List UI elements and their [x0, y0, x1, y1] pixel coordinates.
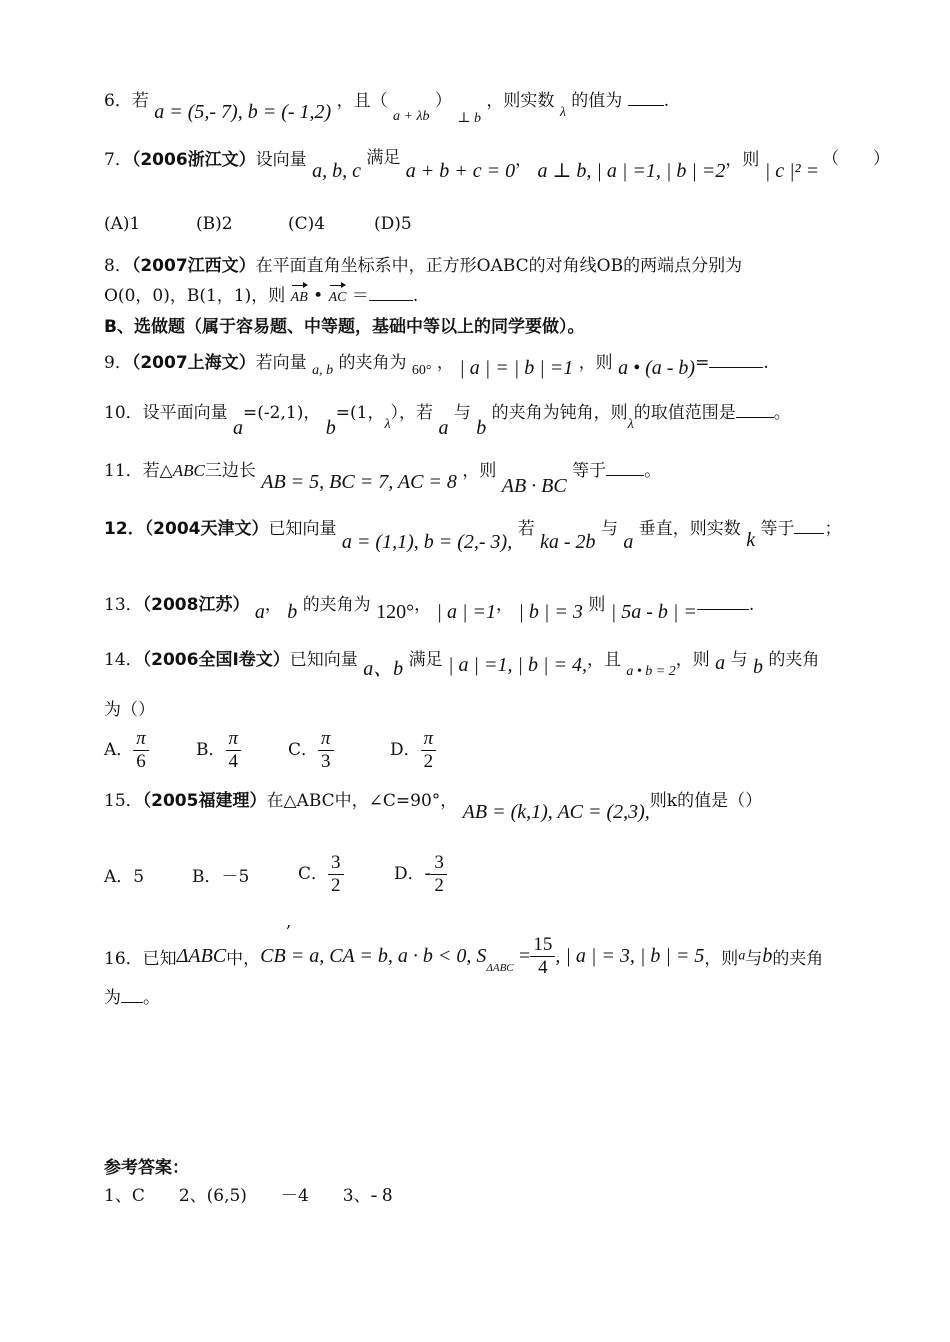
q14-option-c[interactable]: C． $\frac{\pi}{3}$ [288, 728, 390, 773]
q7-options [104, 210, 880, 238]
question-15: 15．（2005福建理）在△ABC中，∠C=90°， AB = (k,1), AC = (2,3),则k的值是（） [104, 791, 763, 823]
q6-expr: a = (5,- 7), b = (- 1,2) [154, 101, 332, 123]
q15-option-b[interactable]: B．－5 [192, 866, 250, 887]
answer-blank[interactable] [709, 353, 763, 368]
q14-option-b[interactable]: B． $\frac{\pi}{4}$ [196, 728, 288, 773]
answer-blank[interactable] [794, 519, 824, 534]
q7-option-a[interactable]: (A)1 [104, 214, 141, 234]
question-12: 12．（2004天津文）已知向量 a = (1,1), b = (2,- 3), 若 ka - 2b 与 a 垂直，则实数 k 等于 ； [104, 519, 842, 553]
q15-option-c[interactable]: C． $\frac{3}{2}$ [298, 852, 394, 897]
stray-comma: , [286, 912, 292, 932]
question-10: 10．设平面向量 a=(-2,1)， b=(1，$_\lambda$），若 a 与 b 的夹角为钝角，则$_\lambda$的取值范围是 。 [104, 403, 791, 439]
answers-title: 参考答案： [104, 1158, 189, 1178]
question-8-line2: O(0，0)，B(1，1)，则 AB • AC ＝ . [104, 282, 880, 312]
vector-ac: AC [329, 284, 347, 312]
answer-blank[interactable] [628, 91, 664, 106]
question-14: 14．（2006全国Ⅰ卷文）已知向量 a、b 满足 | a | =1, | b | = 4,，且 $_{a • b = 2}$，则 a 与 b 的夹角 [104, 650, 820, 680]
vector-ab: AB [291, 284, 308, 312]
answer-blank[interactable] [369, 286, 413, 301]
question-11: 11．若△ABC三边长 AB = 5, BC = 7, AC = 8 ，则 AB · BC 等于 。 [104, 461, 662, 497]
answer-blank[interactable] [736, 403, 774, 418]
question-7: 7．（2006浙江文）设向量 a, b, c 满足 a + b + c = 0， a ⊥ b, | a | =1, | b | =2，则 | c |² = （ ） [104, 148, 890, 182]
question-16: 16．已知ΔABC中，CB = a, CA = b, a · b < 0, $S_{\Delta ABC}$ = $\frac{15}{4}$ , | a | = 3, | b | = 5，则a与b的夹角 [104, 934, 824, 978]
section-b-heading: B、选做题（属于容易题、中等题，基础中等以上的同学要做）。 [104, 317, 585, 337]
answer-blank[interactable] [606, 461, 644, 476]
answer-blank[interactable] [121, 988, 143, 1003]
question-13: 13．（2008江苏） a， b 的夹角为 120°， | a | =1， | b | = 3 则 | 5a - b | = . [104, 595, 755, 623]
answers-line: 1、C 2、(6,5) －4 3、- 8 [104, 1184, 393, 1206]
question-8: 8．（2007江西文）在平面直角坐标系中，正方形OABC的对角线OB的两端点分别为 [104, 256, 743, 276]
q7-source: （2006浙江文） [131, 150, 256, 170]
question-6: 6．若 a = (5,- 7), b = (- 1,2) ，且（ $_{a + \lambda b}$ ） $_{\perp b}$ ，则实数 $_\lambda$ 的值为 . [104, 91, 670, 126]
question-16-line2: 为 。 [104, 988, 160, 1008]
q7-option-c[interactable]: (C)4 [288, 214, 326, 234]
q15-options [104, 852, 880, 897]
q15-option-a[interactable]: A．5 [104, 866, 145, 887]
question-14-line2: 为（） [104, 700, 155, 720]
answer-blank[interactable] [697, 595, 749, 610]
q15-option-d[interactable]: D．- $\frac{3}{2}$ [394, 852, 447, 897]
q7-option-b[interactable]: (B)2 [196, 214, 233, 234]
q7-option-d[interactable]: (D)5 [374, 214, 412, 234]
q14-option-a[interactable]: A． $\frac{\pi}{6}$ [104, 728, 196, 773]
q14-options [104, 728, 880, 773]
q14-option-d[interactable]: D． $\frac{\pi}{2}$ [390, 728, 436, 773]
question-9: 9．（2007上海文）若向量 $_{a, b}$ 的夹角为 $_{60^\circ}$ ， | a | = | b | =1 ，则 a • (a - b)= . [104, 353, 769, 379]
